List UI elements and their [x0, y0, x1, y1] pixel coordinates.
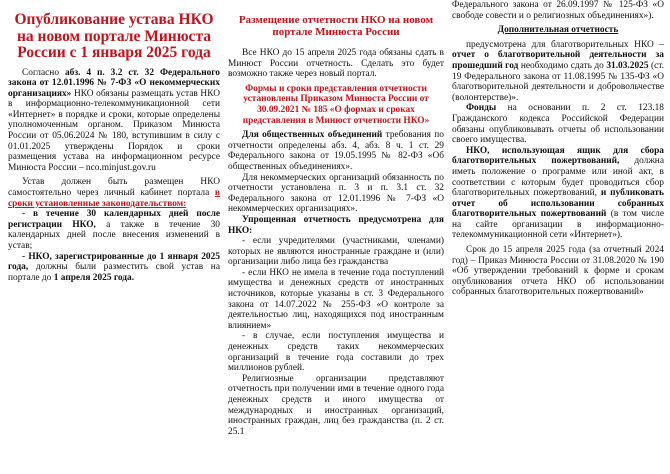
charter-paragraph-deadline [8, 177, 220, 209]
text-span: требования по отчетности определены абз. 4, абз. 8 ч. 1 ст. 29 Федерального закона от 19.05.1995 № 82-ФЗ «Об общественных объединениях». [228, 130, 444, 172]
text-span: Устав должен быть размещен НКО самостоятельно через личный кабинет портала [8, 177, 220, 199]
charter-paragraph-law [8, 68, 220, 174]
bold-span: и публиковать отчет об использовании собранных благотворительных пожертвований [452, 188, 664, 220]
reporting-nco: Для некоммерческих организаций обязанность по отчетности установлена п. 3 и п. 3.1 ст. 32 Федерального закона от 12.01.1996 № 7-ФЗ «О некоммерческих организациях». [228, 172, 444, 215]
religious-law-continued: Федерального закона от 26.09.1997 № 125-ФЗ «О свободе совести и о религиозных объединениях»). [452, 0, 664, 21]
law-reference: абз. 4 п. 3.2 ст. 32 Федерального закона от 12.01.1996 № 7-ФЗ «О некоммерческих организациях» [8, 67, 220, 99]
bold-span: - НКО, зарегистрированные до 1 января 2025 года, [8, 251, 220, 273]
reporting-title: Размещение отчетности НКО на новом портале Минюста России [238, 14, 434, 38]
additional-subtitle: Дополнительная отчетность [497, 25, 619, 36]
simplified-item-foreign: - если НКО не имела в течение года поступлений имущества и денежных средств от иностранных источников, которые указаны в ст. 3 Федерального закона от 14.07.2022 № 255-ФЗ «О контроле за деятельностью лиц, находящихся под иностранным влиянием» [228, 267, 444, 331]
column-additional [452, 0, 664, 474]
donation-box-report [452, 146, 664, 241]
text-span: на основании п. 2 ст. 123.18 Гражданского кодекса Российской Федерации обязаны опубликовывать отчеты об использовании своего имущества. [452, 103, 664, 146]
text-span: (ст. 19 Федерального закона от 11.08.1995 № 135-ФЗ «О благотворительной деятельности и добровольчестве (волонтерстве)». [452, 60, 664, 103]
bold-span: 31.03.2025 [606, 60, 649, 71]
text-span: предусмотрена для благотворительных НКО – [466, 39, 664, 50]
reporting-subtitle: Формы и сроки представления отчетности установлены Приказом Минюста России от 30.09.2021 № 185 «О формах и сроках представления в Минюст отчетности НКО» [242, 83, 430, 126]
simplified-item-founders: - если учредителями (участниками, членами) которых не являются иностранные граждане и (или) организации либо лица без гражданства [228, 236, 444, 268]
text-span: НКО обязаны размещать устав НКО в информационно-телекоммуникационной сети «Интернет» в порядке и сроки, которые определены уполномоченным органом. Приказом Минюста России от 05.06.2024 № 180, вступившим в силу с 01.01.2025 утверждены Порядок и сроки размещения устава на информационном ресурсе Минюста России – nco.minjust.gov.ru [8, 88, 220, 173]
text-span: должна иметь положение о программе или иной акт, в соответствии с которым будет проводиться сбор благотворительных пожертвований, [452, 156, 664, 199]
reporting-public-associations [228, 130, 444, 172]
charter-title: Опубликование устава НКО на новом портале Минюста России с 1 января 2025 года [14, 11, 214, 61]
bold-span: отчет о благотворительной деятельности за прошедший год [452, 50, 664, 71]
religious-organizations: Религиозные организации представляют отчетность при получении ими в течение одного года денежных средств и иного имущества от международных и иностранных организаций, иностранных граждан, лиц без гражданства (п. 2 ст. 25.1 [228, 373, 444, 437]
column-charter-publication [8, 0, 220, 474]
simplified-heading: Упрощенная отчетность предусмотрена для НКО: [228, 214, 444, 236]
bold-span: 1 апреля 2025 года. [53, 272, 135, 283]
donation-deadline: Срок до 15 апреля 2025 года (за отчетный 2024 год) – Приказ Минюста России от 31.08.2020 № 190 «Об утверждении требований к форме и срокам опубликования отчета НКО об использовании собранных благотворительных пожертвований» [452, 245, 664, 298]
reporting-intro: Все НКО до 15 апреля 2025 года обязаны сдать в Минюст России отчетность. Сделать это будет возможно также через новый портал. [228, 48, 444, 80]
bold-span: НКО, использующая ящик для сбора благотворительных пожертвований, [452, 145, 664, 167]
funds-report [452, 103, 664, 145]
charter-item-before-2025 [8, 252, 220, 284]
deadline-heading: в сроки установленные законодательством: [8, 188, 220, 209]
bold-span: - в течение 30 календарных дней после регистрации НКО, [8, 209, 220, 230]
text-span: а также в течение 30 календарных дней после внесения изменений в устав; [8, 219, 220, 251]
column-reporting [228, 0, 444, 474]
text-span: (в том числе на сайте организации в информационно-телекоммуникационной сети «Интернет»). [452, 209, 664, 241]
text-span: необходимо сдать до [518, 60, 607, 71]
simplified-item-three-million: - в случае, если поступления имущества и денежных средств таких некоммерческих организаций в течение года составили до трех миллионов рублей. [228, 331, 444, 374]
bold-span: Для общественных объединений [242, 130, 383, 141]
text-span: Согласно [22, 67, 65, 78]
text-span: должны были разместить свой устав на портале до [8, 262, 220, 283]
charter-item-30-days [8, 209, 220, 251]
bold-span: Фонды [466, 103, 497, 114]
charity-report [452, 40, 664, 104]
